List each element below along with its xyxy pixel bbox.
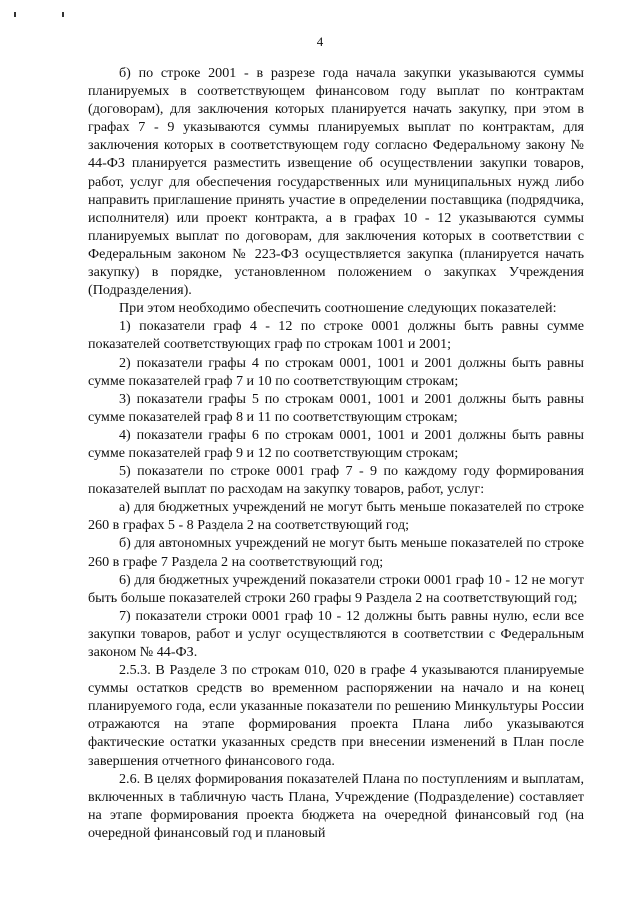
page-number: 4 <box>316 34 324 49</box>
list-item-5: 5) показатели по строке 0001 граф 7 - 9 по каждому году формирования показателей выплат по расходам на закупку товаров, работ, услуг: <box>88 463 584 498</box>
list-item-1: 1) показатели граф 4 - 12 по строке 0001 должны быть равны сумме показателей соответствующих граф по строкам 1001 и 2001; <box>88 318 584 353</box>
list-item-3: 3) показатели графы 5 по строкам 0001, 1001 и 2001 должны быть равны сумме показателей граф 8 и 11 по соответствующим строкам; <box>88 390 584 425</box>
scan-mark <box>62 12 64 17</box>
body-text <box>88 64 584 842</box>
scan-mark <box>14 12 16 17</box>
list-item-6: 6) для бюджетных учреждений показатели строки 0001 граф 10 - 12 не могут быть больше показателей строки 260 графы 9 Раздела 2 на соответствующий год; <box>88 571 584 606</box>
paragraph-row-2001: б) по строке 2001 - в разрезе года начала закупки указываются суммы планируемых в соответствующем финансовом году выплат по контрактам (договорам), для заключения которых планируется начать закупку, при этом в графах 7 - 9 указываются суммы планируемых выплат по контрактам, для заключения которых в соответствующем году согласно Федеральному закону № 44-ФЗ планируется разместить извещение об осуществлении закупки товаров, работ, услуг для обеспечения государственных или муниципальных нужд либо направить приглашение принять участие в определении поставщика (подрядчика, исполнителя) или проект контракта, а в графах 10 - 12 указываются суммы планируемых выплат по договорам, для заключения которых в соответствии с Федеральным законом № 223-ФЗ осуществляется закупка (планируется начать закупку) в порядке, установленном положением о закупках Учреждения (Подразделения). <box>88 65 584 299</box>
list-item-4: 4) показатели графы 6 по строкам 0001, 1001 и 2001 должны быть равны сумме показателей граф 9 и 12 по соответствующим строкам; <box>88 426 584 461</box>
list-item-2: 2) показатели графы 4 по строкам 0001, 1001 и 2001 должны быть равны сумме показателей граф 7 и 10 по соответствующим строкам; <box>88 354 584 389</box>
paragraph-ratio-intro: При этом необходимо обеспечить соотношение следующих показателей: <box>119 300 557 317</box>
paragraph-2-5-3: 2.5.3. В Разделе 3 по строкам 010, 020 в графе 4 указываются планируемые суммы остатков средств во временном распоряжении на начало и на конец планируемого года, если указанные показатели по решению Минкультуры России отражаются на этапе формирования проекта Плана либо указываются фактические остатки указанных средств при внесении изменений в План после завершения отчетного финансового года. <box>88 662 584 769</box>
list-item-5a: а) для бюджетных учреждений не могут быть меньше показателей по строке 260 в графах 5 - 8 Раздела 2 на соответствующий год; <box>88 499 584 534</box>
list-item-5b: б) для автономных учреждений не могут быть меньше показателей по строке 260 в графе 7 Раздела 2 на соответствующий год; <box>88 535 584 570</box>
paragraph-2-6: 2.6. В целях формирования показателей Плана по поступлениям и выплатам, включенных в табличную часть Плана, Учреждение (Подразделение) составляет на этапе формирования проекта бюджета на очередной финансовый год (на очередной финансовый год и плановый <box>88 770 584 841</box>
list-item-7: 7) показатели строки 0001 граф 10 - 12 должны быть равны нулю, если все закупки товаров, работ и услуг осуществляются в соответствии с Федеральным законом № 44-ФЗ. <box>88 607 584 660</box>
